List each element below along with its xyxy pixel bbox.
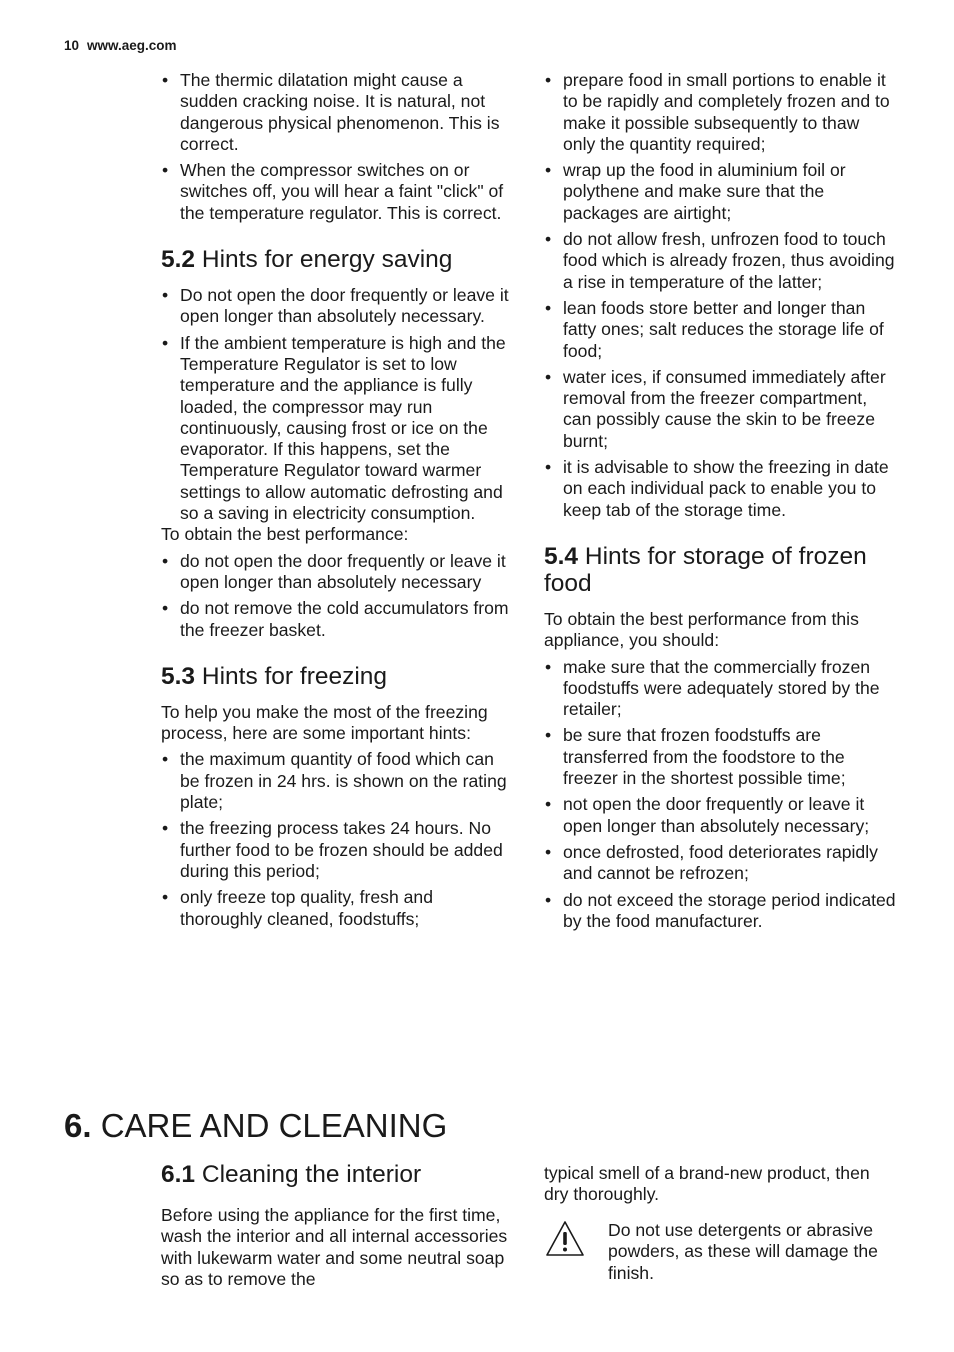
storage-list bbox=[544, 657, 896, 933]
list-item: • If the ambient temperature is high and the Temperature Regulator is set to low temperature and the appliance is fully loaded, the compressor may run continuously, causing frost or ice on the evaporator. If this happens, set the Temperature Regulator toward warmer settings to allow automatic defrosting and so a saving in electricity consumption. bbox=[161, 333, 513, 525]
section-5-2-heading bbox=[161, 246, 513, 273]
intro-bullet-list bbox=[161, 70, 513, 224]
list-item: • do not remove the cold accumulators from the freezer basket. bbox=[161, 598, 513, 641]
section-title: Cleaning the interior bbox=[201, 1161, 422, 1188]
cleaning-text-right: typical smell of a brand-new product, then dry thoroughly. bbox=[544, 1163, 870, 1205]
list-item: • only freeze top quality, fresh and thoroughly cleaned, foodstuffs; bbox=[161, 887, 513, 930]
list-item: • prepare food in small portions to enable it to be rapidly and completely frozen and to make it possible subsequently to thaw only the quantity required; bbox=[544, 70, 896, 155]
chapter-6-heading bbox=[64, 1104, 447, 1148]
list-item: • be sure that frozen foodstuffs are transferred from the foodstore to the freezer in the shortest possible time; bbox=[544, 725, 896, 789]
list-item: • lean foods store better and longer than fatty ones; salt reduces the storage life of food; bbox=[544, 298, 896, 362]
left-column bbox=[161, 70, 513, 935]
list-item: • the maximum quantity of food which can be frozen in 24 hrs. is shown on the rating plate; bbox=[161, 749, 513, 813]
chapter-number: 6. bbox=[64, 1107, 92, 1144]
freezing-list bbox=[161, 749, 513, 929]
list-item: • do not exceed the storage period indicated by the food manufacturer. bbox=[544, 890, 896, 933]
section-6-1-heading bbox=[161, 1160, 421, 1190]
energy-saving-list bbox=[161, 285, 513, 524]
list-item: • it is advisable to show the freezing in date on each individual pack to enable you to keep tab of the storage time. bbox=[544, 457, 896, 521]
section-number: 6.1 bbox=[161, 1161, 196, 1188]
page-header bbox=[64, 38, 177, 53]
section-number: 5.2 bbox=[161, 246, 196, 274]
chapter-title: CARE AND CLEANING bbox=[100, 1107, 448, 1144]
list-item: • once defrosted, food deteriorates rapidly and cannot be refrozen; bbox=[544, 842, 896, 885]
list-item: • the freezing process takes 24 hours. No further food to be frozen should be added during this period; bbox=[161, 818, 513, 882]
list-item: • The thermic dilatation might cause a sudden cracking noise. It is natural, not dangerous physical phenomenon. This is correct. bbox=[161, 70, 513, 155]
freezing-list-continued bbox=[544, 70, 896, 521]
list-item: • do not allow fresh, unfrozen food to touch food which is already frozen, thus avoiding a rise in temperature of the latter; bbox=[544, 229, 896, 293]
warning-text: Do not use detergents or abrasive powders, as these will damage the finish. bbox=[608, 1220, 878, 1283]
section-5-3-heading bbox=[161, 663, 513, 690]
section-number: 5.3 bbox=[161, 662, 196, 690]
list-item: • make sure that the commercially frozen foodstuffs were adequately stored by the retailer; bbox=[544, 657, 896, 721]
right-column bbox=[544, 70, 896, 937]
section-number: 5.4 bbox=[544, 542, 579, 570]
list-item: • Do not open the door frequently or leave it open longer than absolutely necessary. bbox=[161, 285, 513, 328]
best-performance-list bbox=[161, 551, 513, 641]
cleaning-text-left: Before using the appliance for the first time, wash the interior and all internal accessories with lukewarm water and some neutral soap so as to remove the bbox=[161, 1205, 508, 1289]
list-item: • wrap up the food in aluminium foil or polythene and make sure that the packages are airtight; bbox=[544, 160, 896, 224]
section-title: Hints for freezing bbox=[201, 662, 388, 690]
list-item: • water ices, if consumed immediately after removal from the freezer compartment, can possibly cause the skin to be freeze burnt; bbox=[544, 367, 896, 452]
freezing-intro: To help you make the most of the freezing process, here are some important hints: bbox=[161, 701, 488, 744]
warning-triangle-icon bbox=[545, 1220, 585, 1258]
list-item: • do not open the door frequently or leave it open longer than absolutely necessary bbox=[161, 551, 513, 594]
storage-intro: To obtain the best performance from this appliance, you should: bbox=[544, 608, 859, 651]
section-title: Hints for energy saving bbox=[201, 246, 453, 274]
page-number: 10 bbox=[64, 38, 80, 53]
website-url: www.aeg.com bbox=[87, 38, 177, 53]
section-5-4-heading bbox=[544, 543, 896, 597]
best-performance-text: To obtain the best performance: bbox=[161, 524, 409, 545]
section-title: Hints for storage of frozen food bbox=[544, 542, 867, 597]
list-item: • not open the door frequently or leave it open longer than absolutely necessary; bbox=[544, 794, 896, 837]
list-item: • When the compressor switches on or switches off, you will hear a faint "click" of the temperature regulator. This is correct. bbox=[161, 160, 513, 224]
